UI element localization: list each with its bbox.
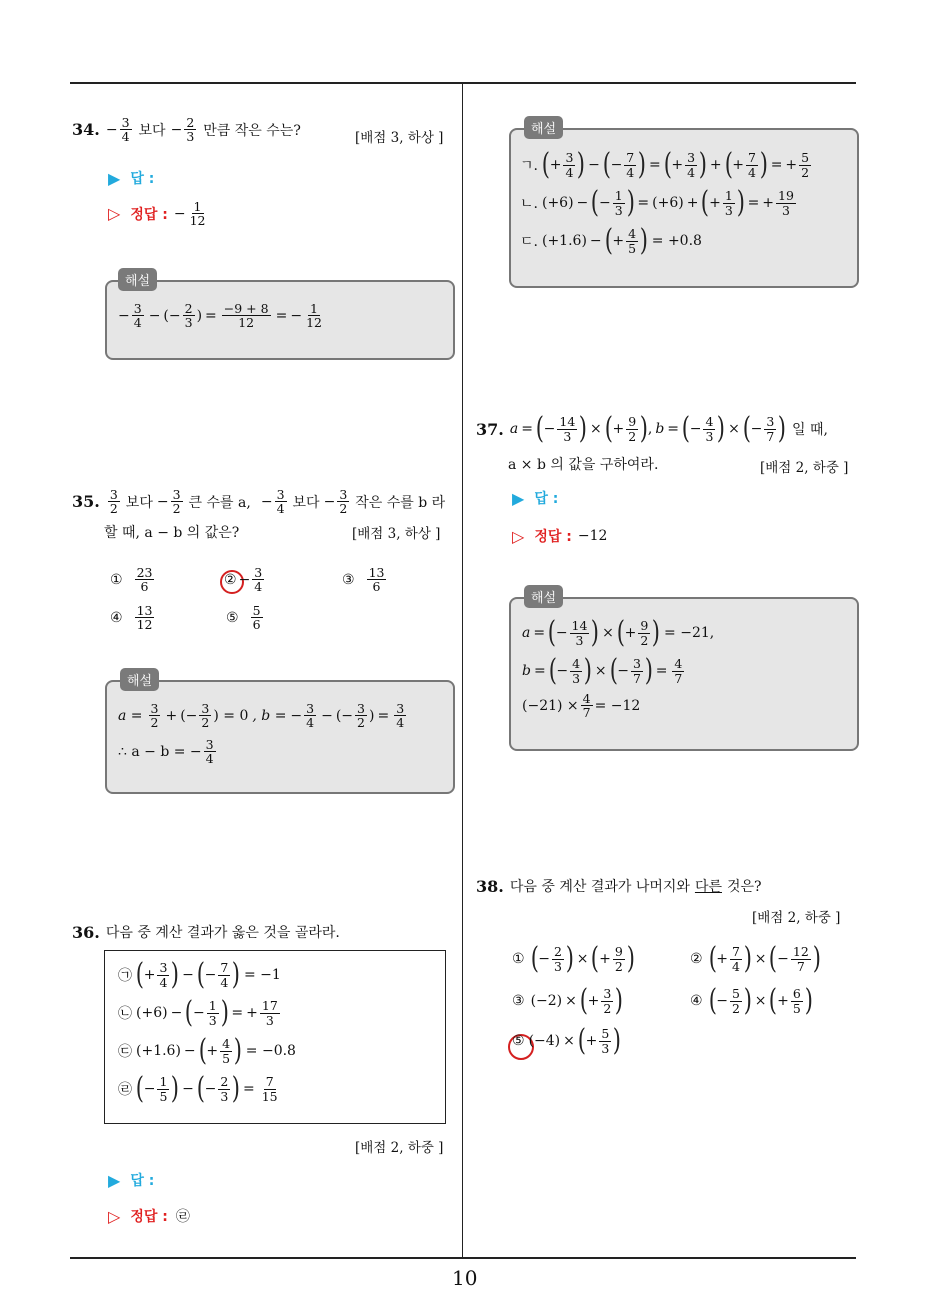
answer-arrow-icon: ▶ — [108, 1170, 121, 1190]
q38-meta: [배점 2, 하중 ] — [752, 910, 841, 926]
q37-solution-line3: (−21) × $\frac{4}{7}$ = −12 — [522, 691, 641, 721]
top-rule — [70, 82, 856, 84]
q36-item-2: ㉡ (+6) − ( − $\frac{1}{3}$ ) = + $\frac{17}{3}$ — [118, 995, 278, 1030]
q34-solution-eq: − $\frac{3}{4}$ − (− $\frac{2}{3}$ ) = $\frac{-9 + 8}{12}$ = − $\frac{1}{12}$ — [118, 301, 322, 331]
bottom-rule — [70, 1257, 856, 1259]
q37-solution-line1: a = ( − $\frac{14}{3}$ ) × ( + $\frac{9}{2}$ ) = −21, — [522, 615, 715, 650]
q36-solution-line1: ㄱ. ( + $\frac{3}{4}$ ) − ( − $\frac{7}{4}$ ) = ( + $\frac{3}{4}$ ) + ( + $\frac{7}{4}$ ) = + $\frac{5}{2}$ — [520, 147, 810, 182]
column-divider — [462, 84, 463, 1258]
q37-solution-line2: b = ( − $\frac{4}{3}$ ) × ( − $\frac{3}{7}$ ) = $\frac{4}{7}$ — [522, 653, 683, 688]
q37-meta: [배점 2, 하중 ] — [760, 460, 849, 476]
answer-arrow-icon: ▶ — [512, 488, 525, 508]
q35-solution-eq2: ∴ a − b = − $\frac{3}{4}$ — [118, 737, 214, 767]
q36-solution-tag: 해설 — [524, 116, 563, 139]
q38-choice-3[interactable]: ③ (−2) × ( + $\frac{3}{2}$ ) — [512, 983, 624, 1018]
q38-choice-4[interactable]: ④ ( − $\frac{5}{2}$ ) × ( + $\frac{6}{5}$ ) — [690, 983, 813, 1018]
correct-arrow-icon: ▷ — [512, 526, 525, 546]
q35-choice-2[interactable]: ② − $\frac{3}{4}$ — [224, 565, 263, 595]
q34-meta: [배점 3, 하상 ] — [355, 130, 444, 146]
q38-question: 38. 다음 중 계산 결과가 나머지와 다른 것은? — [476, 876, 762, 896]
correct-arrow-icon: ▷ — [108, 1206, 121, 1226]
q34-correct-row: ▷ 정답 : − $\frac{1}{12}$ — [108, 199, 206, 229]
q36-item-4: ㉣ ( − $\frac{1}{5}$ ) − ( − $\frac{2}{3}$ ) = $\frac{7}{15}$ — [118, 1071, 278, 1106]
page-number: 10 — [452, 1266, 478, 1290]
q37-correct-row: ▷ 정답 : −12 — [512, 526, 608, 546]
q38-choice-2[interactable]: ② ( + $\frac{7}{4}$ ) × ( − $\frac{12}{7}$ ) — [690, 941, 821, 976]
q37-answer-row[interactable]: ▶ 답 : — [512, 488, 559, 508]
q36-meta: [배점 2, 하중 ] — [355, 1140, 444, 1156]
q35-solution-box — [105, 680, 455, 794]
q36-question: 36. 다음 중 계산 결과가 옳은 것을 골라라. — [72, 922, 340, 942]
q35-choice-4[interactable]: ④ $\frac{13}{12}$ — [110, 603, 153, 633]
q35-question-line2: 할 때, a − b 의 값은? — [104, 525, 240, 541]
q36-solution-line3: ㄷ. (+1.6) − ( + $\frac{4}{5}$ ) = +0.8 — [520, 223, 702, 258]
q36-correct-row: ▷ 정답 : ㉣ — [108, 1206, 190, 1226]
q36-item-3: ㉢ (+1.6) − ( + $\frac{4}{5}$ ) = −0.8 — [118, 1033, 296, 1068]
q37-solution-tag: 해설 — [524, 585, 563, 608]
q38-choice-1[interactable]: ① ( − $\frac{2}{3}$ ) × ( + $\frac{9}{2}$ ) — [512, 941, 635, 976]
q35-choice-5[interactable]: ⑤ $\frac{5}{6}$ — [226, 603, 261, 633]
q36-solution-line2: ㄴ. (+6) − ( − $\frac{1}{3}$ ) = (+6) + ( + $\frac{1}{3}$ ) = + $\frac{19}{3}$ — [520, 185, 794, 220]
q36-answer-row[interactable]: ▶ 답 : — [108, 1170, 155, 1190]
q34-number: 34. — [72, 120, 100, 140]
q35-choice-3[interactable]: ③ $\frac{13}{6}$ — [342, 565, 385, 595]
q34-answer-row[interactable]: ▶ 답 : — [108, 168, 155, 188]
q37-question: 37. a = ( − $\frac{14}{3}$ ) × ( + $\frac{9}{2}$ ) , b = ( − $\frac{4}{3}$ ) × ( − $\frac{3}{7}$ ) 일 때, — [476, 411, 828, 446]
q37-question-line2: a × b 의 값을 구하여라. — [508, 457, 659, 473]
q34-solution-tag: 해설 — [118, 268, 157, 291]
q36-item-1: ㉠ ( + $\frac{3}{4}$ ) − ( − $\frac{7}{4}$ ) = −1 — [118, 957, 281, 992]
q34-question: 34. − $\frac{3}{4}$ 보다 − $\frac{2}{3}$ 만큼 작은 수는? — [72, 115, 301, 145]
q35-meta: [배점 3, 하상 ] — [352, 526, 441, 542]
answer-arrow-icon: ▶ — [108, 168, 121, 188]
correct-arrow-icon: ▷ — [108, 204, 121, 224]
q35-question: 35. $\frac{3}{2}$ 보다 − $\frac{3}{2}$ 큰 수를 a, − $\frac{3}{4}$ 보다 − $\frac{3}{2}$ 작은 수를 b 라 — [72, 487, 446, 517]
q35-choice-1[interactable]: ① $\frac{23}{6}$ — [110, 565, 153, 595]
q35-solution-eq1: a = $\frac{3}{2}$ + (− $\frac{3}{2}$ ) = 0 , b = − $\frac{3}{4}$ − (− $\frac{3}{2}$ ) = $\frac{3}{4}$ — [118, 701, 405, 731]
q35-solution-tag: 해설 — [120, 668, 159, 691]
q38-choice-5[interactable]: ⑤ (−4) × ( + $\frac{5}{3}$ ) — [512, 1023, 622, 1058]
